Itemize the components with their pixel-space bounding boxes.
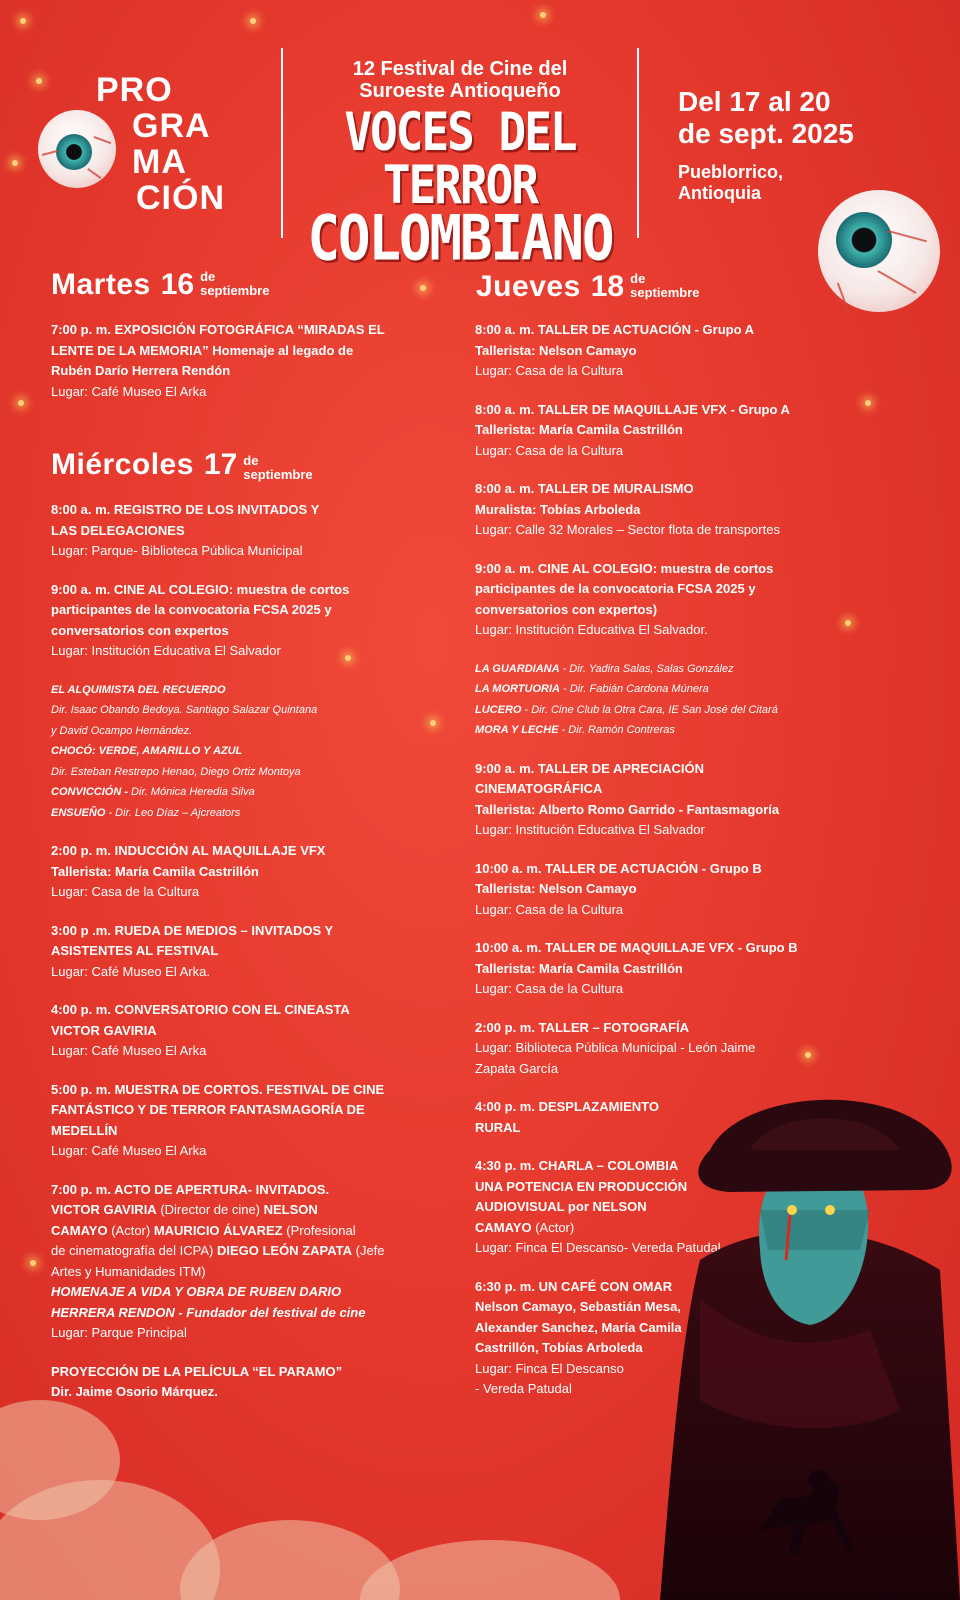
cowboy-figure-illustration [640,1080,960,1600]
event-item [475,559,855,641]
event-title: 4:00 p. m. DESPLAZAMIENTO [475,1099,659,1114]
day-heading-jueves [476,270,700,304]
event-location: Lugar: Parque- Biblioteca Pública Municipal [51,543,303,558]
festival-subtitle: Suroeste Antioqueño [359,80,561,102]
programacion-line: GRA [132,107,211,145]
guest-name: NELSON [263,1202,318,1217]
day-name: Martes [51,268,151,301]
event-item [51,1080,451,1162]
event-location: Zapata García [475,1060,559,1076]
film-item [51,803,451,824]
event-instructor: Tallerista: Alberto Romo Garrido - Fantasmagoría [475,801,780,817]
event-title: UNA POTENCIA EN PRODUCCIÓN [475,1178,688,1194]
guest-name: CAMAYO [51,1222,108,1238]
guest-role: (Director de cine) [156,1202,264,1217]
event-title: Rubén Darío Herrera Rendón [51,363,231,378]
homage-line: HOMENAJE A VIDA Y OBRA DE RUBEN DARIO [51,1284,342,1299]
film-director: - Dir. Cine Club la Otra Cara, IE San José del Citará [521,703,778,716]
film-item [475,720,855,741]
event-title: Tallerista: María Camila Castrillón [51,863,259,879]
spark-decoration [250,18,256,24]
eyeball-icon [818,190,940,312]
event-location: Lugar: Institución Educativa El Salvador. [475,622,708,637]
programacion-line: PRO [96,71,173,109]
event-location: Lugar: Café Museo El Arka. [51,963,210,979]
event-title: 8:00 a. m. TALLER DE MURALISMO [475,481,694,496]
event-instructor: Tallerista: María Camila Castrillón [475,422,683,437]
day-number: 18 [590,270,625,303]
event-item [475,400,855,462]
day-month-name: septiembre [243,467,313,482]
event-location: Lugar: Institución Educativa El Salvador [475,822,705,837]
film-title: CONVICCIÓN - [51,786,128,798]
film-item [51,741,451,762]
event-instructor: Tallerista: María Camila Castrillón [475,960,683,976]
event-item [475,320,855,382]
place-line: Pueblorrico, [678,162,784,182]
guest-role: (Jefe [352,1243,385,1258]
day-name: Miércoles [51,448,194,481]
festival-block [290,58,630,275]
event-item [51,841,451,903]
event-location: Lugar: Finca El Descanso [475,1360,624,1376]
day-month-name: septiembre [630,285,700,300]
film-director: Dir. Isaac Obando Bedoya. Santiago Salazar Quintana [51,704,318,716]
event-title: 10:00 a. m. TALLER DE MAQUILLAJE VFX - Grupo B [475,940,798,955]
martes-column [51,320,441,420]
event-title: 2:00 p. m. INDUCCIÓN AL MAQUILLAJE VFX [51,843,326,858]
day-de: de [243,453,259,468]
spark-decoration [540,12,546,18]
guest-name: CAMAYO [475,1219,532,1235]
header-divider [281,48,283,238]
film-item [475,700,855,721]
film-list [475,659,855,741]
day-heading-miercoles [51,448,313,482]
spark-decoration [420,285,426,291]
header-divider [637,48,639,238]
miercoles-column [51,500,451,1421]
event-location: Lugar: Café Museo El Arka [51,1043,207,1058]
event-location: - Vereda Patudal [475,1381,572,1396]
film-item [475,659,855,680]
event-instructor: Tallerista: Nelson Camayo [475,342,637,358]
event-director: Dir. Jaime Osorio Márquez. [51,1384,218,1399]
event-item [51,580,451,662]
event-location: Lugar: Institución Educativa El Salvador [51,643,281,658]
event-location: Lugar: Calle 32 Morales – Sector flota de transportes [475,522,780,537]
film-director: - Dir. Yadira Salas, Salas González [559,662,734,675]
day-month [630,272,699,300]
spark-decoration [18,400,24,406]
event-title: VICTOR GAVIRIA [51,1022,157,1038]
event-instructor: Muralista: Tobías Arboleda [475,501,641,517]
spark-decoration [20,18,26,24]
event-title: LENTE DE LA MEMORIA” Homenaje al legado de [51,342,354,358]
event-location: Lugar: Biblioteca Pública Municipal - León Jaime [475,1040,756,1055]
film-director: Dir. Mónica Heredia Silva [128,786,255,798]
event-instructor: Tallerista: Nelson Camayo [475,881,637,896]
guest-name: MAURICIO ÁLVAREZ [153,1222,283,1238]
event-title: 2:00 p. m. TALLER – FOTOGRAFÍA [475,1019,690,1035]
event-title: 7:00 p. m. ACTO DE APERTURA- INVITADOS. [51,1181,330,1197]
event-item [51,1000,451,1062]
guest-role: (Actor) [531,1219,575,1235]
spark-decoration [30,1260,36,1266]
day-heading-martes [51,268,269,302]
film-title: LA MORTUORIA [475,683,560,695]
guest-role: (Actor) [107,1222,154,1238]
event-item [51,921,451,983]
event-location: Lugar: Casa de la Cultura [475,901,624,917]
film-director: - Dir. Ramón Contreras [558,724,675,736]
event-guests: Castrillón, Tobías Arboleda [475,1340,643,1355]
event-location: Lugar: Finca El Descanso- Vereda Patudal [475,1240,721,1255]
event-title: 4:00 p. m. CONVERSATORIO CON EL CINEASTA [51,1002,350,1017]
event-line [51,1241,451,1262]
event-title: 8:00 a. m. REGISTRO DE LOS INVITADOS Y [51,502,320,517]
programacion-line: CIÓN [136,179,225,217]
festival-place [678,162,948,204]
film-item [51,782,451,803]
event-title: 6:30 p. m. UN CAFÉ CON OMAR [475,1278,673,1294]
event-title: 5:00 p. m. MUESTRA DE CORTOS. FESTIVAL DE CINE [51,1081,385,1097]
day-name: Jueves [476,270,581,303]
event-title: PROYECCIÓN DE LA PELÍCULA “EL PARAMO” [51,1363,343,1379]
event-item [475,859,855,921]
event-location: Lugar: Casa de la Cultura [475,981,624,996]
event-title: conversatorios con expertos [51,622,229,638]
event-guests: Alexander Sanchez, María Camila [475,1319,682,1335]
event-title: 9:00 a. m. TALLER DE APRECIACIÓN [475,760,704,776]
event-location: Lugar: Parque Principal [51,1325,187,1340]
event-item [475,479,855,541]
film-item [51,680,451,701]
event-title: 10:00 a. m. TALLER DE ACTUACIÓN - Grupo B [475,860,762,876]
film-item [475,679,855,700]
film-title: MORA Y LECHE [475,724,559,736]
dates-range: Del 17 al 20 [678,86,831,117]
film-title: LA GUARDIANA [475,662,560,675]
film-item [51,700,451,721]
event-line [51,1200,451,1221]
event-title: conversatorios con expertos) [475,601,658,617]
day-month [200,270,269,298]
day-number: 16 [160,268,195,301]
day-month-name: septiembre [200,283,270,298]
spark-decoration [865,400,871,406]
film-director: - Dir. Leo Díaz – Ajcreators [105,806,241,819]
event-title: participantes de la convocatoria FCSA 2025 y [475,581,756,596]
event-item [51,500,451,562]
spark-decoration [12,160,18,166]
film-director: y David Ocampo Hernández. [51,724,193,737]
guest-name: DIEGO LEÓN ZAPATA [216,1243,353,1258]
festival-dates [678,86,948,204]
event-title: 3:00 p .m. RUEDA DE MEDIOS – INVITADOS Y [51,922,334,938]
event-title: ASISTENTES AL FESTIVAL [51,943,219,958]
event-guests: Nelson Camayo, Sebastián Mesa, [475,1299,681,1314]
film-list [51,680,451,824]
day-number: 17 [203,448,238,481]
event-title: 9:00 a. m. CINE AL COLEGIO: muestra de cortos [475,560,774,576]
place-line: Antioquia [678,183,761,203]
dates-range: de sept. 2025 [678,118,854,149]
guest-name: VICTOR GAVIRIA [51,1202,157,1217]
event-title: 4:30 p. m. CHARLA – COLOMBIA [475,1158,679,1173]
festival-subtitle: 12 Festival de Cine del [352,58,568,80]
film-title: ENSUEÑO [51,806,106,819]
event-title: 9:00 a. m. CINE AL COLEGIO: muestra de cortos [51,581,350,597]
film-director: Dir. Esteban Restrepo Henao, Diego Ortiz Montoya [51,765,301,778]
event-title: FANTÁSTICO Y DE TERROR FANTASMAGORÍA DE [51,1102,365,1117]
event-title: 7:00 p. m. EXPOSICIÓN FOTOGRÁFICA “MIRADAS EL [51,322,385,337]
event-title: 8:00 a. m. TALLER DE MAQUILLAJE VFX - Grupo A [475,401,790,417]
film-item [51,762,451,783]
festival-title: VOCES DEL TERROR [344,100,576,216]
festival-title: COLOMBIANO [307,202,613,275]
day-de: de [630,271,646,286]
film-director: - Dir. Fabián Cardona Múnera [559,683,709,695]
programacion-title [96,72,256,216]
event-title: MEDELLÍN [51,1122,118,1138]
event-title: 8:00 a. m. TALLER DE ACTUACIÓN - Grupo A [475,322,755,337]
guest-role: Artes y Humanidades ITM) [51,1263,206,1279]
film-title: EL ALQUIMISTA DEL RECUERDO [51,683,226,696]
programacion-line: MA [132,143,187,181]
event-location: Lugar: Casa de la Cultura [475,363,624,378]
day-month [243,454,312,482]
event-title: CINEMATOGRÁFICA [475,781,603,796]
event-apertura [51,1180,451,1344]
event-item [51,320,441,402]
film-title: CHOCÓ: VERDE, AMARILLO Y AZUL [51,745,243,757]
event-location: Lugar: Casa de la Cultura [51,884,200,899]
event-line [51,1221,451,1242]
guest-role: (Profesional [282,1222,356,1238]
spark-decoration [36,78,42,84]
homage-line: HERRERA RENDON - Fundador del festival de cine [51,1304,366,1320]
event-title: RURAL [475,1119,521,1135]
event-location: Lugar: Café Museo El Arka [51,383,207,399]
event-proyeccion [51,1362,451,1403]
film-title: LUCERO [475,703,522,716]
event-location: Lugar: Casa de la Cultura [475,442,624,458]
day-de: de [200,269,216,284]
event-item [475,938,855,1000]
event-item [475,1018,855,1080]
event-location: Lugar: Café Museo El Arka [51,1143,207,1158]
event-title: participantes de la convocatoria FCSA 2025 y [51,602,332,617]
event-item [475,759,855,841]
event-title: AUDIOVISUAL por NELSON [475,1199,647,1214]
event-title: LAS DELEGACIONES [51,522,185,538]
smoke-decoration [360,1540,620,1600]
film-item [51,721,451,742]
guest-role: de cinematografía del ICPA) [51,1243,217,1258]
